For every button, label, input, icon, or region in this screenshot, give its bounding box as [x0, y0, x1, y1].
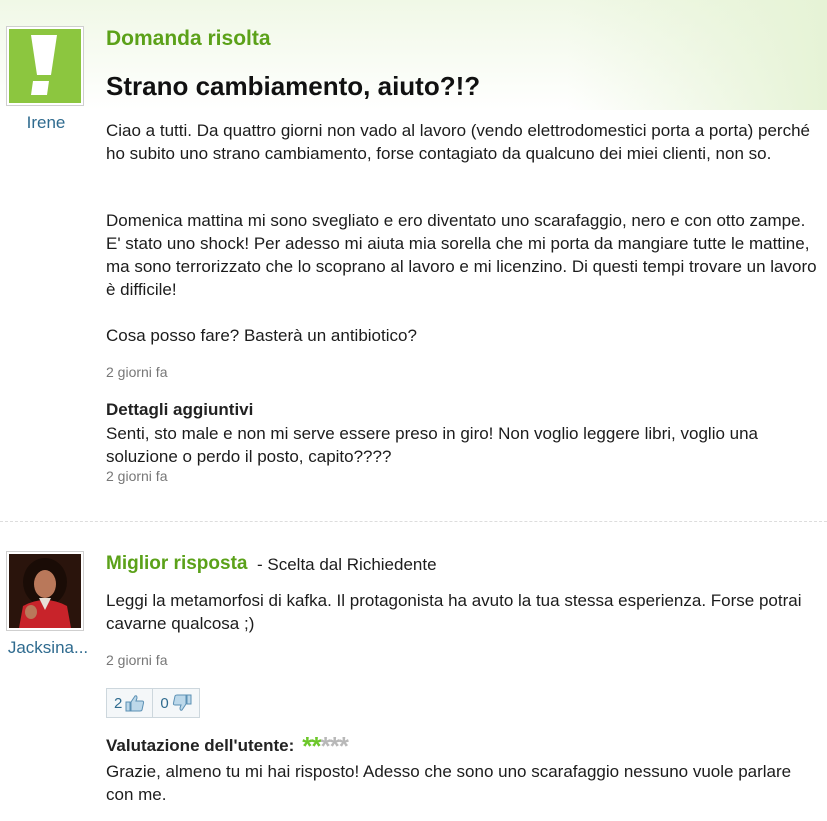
additional-details-timestamp: 2 giorni fa [106, 468, 168, 484]
star-filled-icon: * [302, 731, 312, 761]
section-divider [0, 521, 827, 522]
thumbs-down-count: 0 [160, 694, 169, 712]
star-empty-icon: * [329, 731, 339, 761]
answer-text: Leggi la metamorfosi di kafka. Il protagonista ha avuto la tua stessa esperienza. Forse potrai cavarne qualcosa ;) [106, 591, 802, 633]
rating-comment: Grazie, almeno tu mi hai risposto! Adesso che sono uno scarafaggio nessuno vuole parlare con me. [106, 762, 792, 804]
thumbs-down-button[interactable] [152, 689, 198, 717]
answerer-name-link[interactable]: Jacksina... [7, 638, 89, 657]
user-rating-heading: Valutazione dell'utente: [106, 736, 295, 755]
chosen-by-asker-label: - Scelta dal Richiedente [257, 555, 437, 574]
additional-details-heading: Dettagli aggiuntivi [106, 400, 254, 419]
star-empty-icon: * [338, 731, 348, 761]
additional-details-text: Senti, sto male e non mi serve essere preso in giro! Non voglio leggere libri, voglio una soluzione o perdo il posto, capito???? [106, 424, 759, 466]
user-photo-icon [9, 554, 81, 628]
question-paragraph: Ciao a tutti. Da quattro giorni non vado al lavoro (vendo elettrodomestici porta a porta) perché ho subito uno strano cambiamento, forse contagiato da qualcuno dei miei clienti, non so. [106, 121, 811, 163]
answer-timestamp: 2 giorni fa [106, 652, 168, 668]
asker-name-link[interactable]: Irene [26, 113, 66, 132]
question-title: Strano cambiamento, aiuto?!? [106, 71, 481, 101]
thumbs-up-button[interactable] [107, 689, 152, 717]
question-timestamp: 2 giorni fa [106, 364, 168, 380]
user-rating [106, 731, 348, 761]
thumbs-down-icon [172, 694, 192, 712]
question-paragraph: Domenica mattina mi sono svegliato e ero diventato uno scarafaggio, nero e con otto zampe. E' stato uno shock! Per adesso mi aiuta mia sorella che mi porta da mangiare tutte le mattine, ma sono terrorizzato che lo scoprano al lavoro e mi licenzino. Di questi tempi trovare un lavoro è difficile! [106, 211, 817, 299]
asker-avatar[interactable] [6, 26, 84, 106]
thumbs-up-count: 2 [114, 694, 123, 712]
star-filled-icon: * [311, 731, 321, 761]
rating-stars [302, 731, 348, 761]
best-answer-label: Miglior risposta [106, 553, 248, 574]
answerer-avatar[interactable] [6, 551, 84, 631]
question-paragraph: Cosa posso fare? Basterà un antibiotico? [106, 326, 417, 345]
question-status: Domanda risolta [106, 27, 271, 50]
star-empty-icon: * [320, 731, 330, 761]
exclamation-mark-icon [9, 29, 81, 103]
vote-box [106, 688, 200, 718]
thumbs-up-icon [125, 694, 145, 712]
